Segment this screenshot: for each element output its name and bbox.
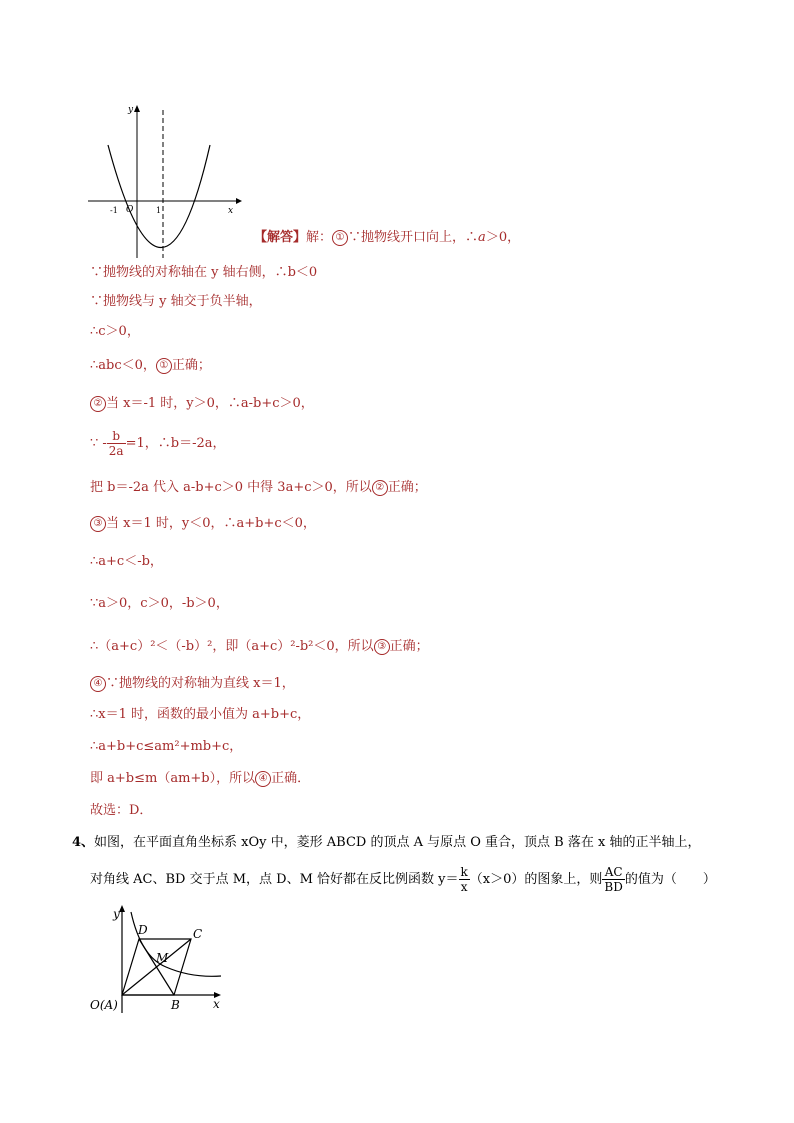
solution-line-11: ∵a＞0，c＞0，-b＞0， — [90, 596, 229, 611]
circle-4b: ④ — [255, 771, 271, 787]
circle-3: ③ — [90, 516, 106, 532]
label-M: M — [156, 951, 169, 965]
tick-neg1: -1 — [110, 206, 118, 215]
solution-line-16: 即 a+b≤m（am+b），所以 ④ 正确． — [90, 771, 311, 786]
solution-header: 【解答】解： ① ∵抛物线开口向上，∴a＞0， — [254, 230, 521, 245]
solution-line-13: ④ ∵抛物线的对称轴为直线 x＝1， — [90, 675, 295, 693]
solution-line-6: ② 当 x＝-1 时，y＞0，∴a-b+c＞0， — [90, 395, 314, 413]
solution-line-14: ∴x＝1 时，函数的最小值为 a+b+c， — [90, 707, 311, 722]
solution-tag: 【解答】 — [254, 230, 307, 245]
origin-label: O — [126, 205, 134, 215]
solution-line-3: ∵抛物线与 y 轴交于负半轴， — [90, 294, 262, 309]
rhombus-graph — [86, 902, 236, 1017]
frac-b-2a: $\frac{b}{2a}$ — [108, 429, 124, 458]
solution-line-17: 故选：D． — [90, 803, 153, 818]
solution-line-4: ∴c＞0， — [90, 324, 140, 339]
solution-line-9: ③ 当 x＝1 时，y＜0，∴a+b+c＜0， — [90, 515, 316, 533]
circle-1b: ① — [156, 358, 172, 374]
circle-1: ① — [332, 230, 348, 246]
label-D: D — [138, 923, 148, 937]
solution-line-12: ∴（a+c）²＜（-b）²，即（a+c）²-b²＜0，所以 ③ 正确； — [90, 639, 429, 654]
solution-line-10: ∴a+c＜-b， — [90, 554, 163, 569]
tick-1: 1 — [156, 206, 162, 215]
solution-line-2: ∵抛物线的对称轴在 y 轴右侧，∴b＜0 — [90, 265, 318, 280]
circle-2: ② — [90, 396, 106, 412]
label-x: x — [213, 997, 220, 1011]
solution-line-7: ∵ - $\frac{b}{2a}$ =1，∴b＝-2a， — [90, 429, 226, 458]
circle-4: ④ — [90, 676, 106, 692]
solution-line-15: ∴a+b+c≤am²+mb+c， — [90, 739, 243, 754]
frac-k-x: $\frac{k}{x}$ — [460, 865, 468, 894]
label-y: y — [113, 907, 120, 921]
solution-line-5: ∴abc＜0， ① 正确； — [90, 358, 211, 373]
label-B: B — [171, 998, 180, 1012]
question-4-line-1: 4、如图，在平面直角坐标系 xOy 中，菱形 ABCD 的顶点 A 与原点 O 重合，顶点 B 落在 x 轴的正半轴上， — [72, 835, 701, 850]
frac-ac-bd: $\frac{AC}{BD}$ — [604, 865, 623, 894]
axis-y-label: y — [128, 105, 134, 115]
question-4-line-2: 对角线 AC、BD 交于点 M，点 D、M 恰好都在反比例函数 y＝ $\frac{k}{x}$ （x＞0）的图象上，则 $\frac{AC}{BD}$ 的值为（ ） — [90, 865, 716, 894]
parabola-graph — [86, 100, 246, 260]
circle-3b: ③ — [374, 639, 390, 655]
question-number: 4、 — [72, 835, 95, 850]
solution-line-8: 把 b＝-2a 代入 a-b+c＞0 中得 3a+c＞0，所以 ② 正确； — [90, 480, 427, 495]
circle-2b: ② — [372, 480, 388, 496]
axis-x-label: x — [228, 206, 234, 216]
label-O: O(A) — [90, 998, 118, 1012]
label-C: C — [193, 927, 203, 941]
